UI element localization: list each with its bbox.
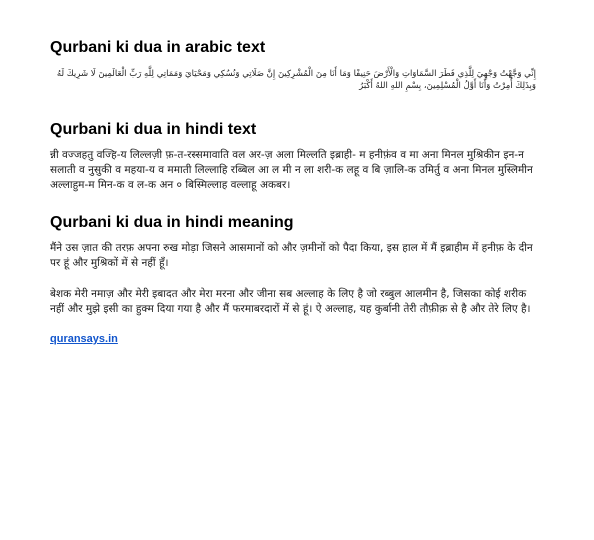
hindi-dua-text: न्नी वज्जहतु वज्हि-य लिल्लज़ी फ़-त-रस्समावाति वल अर-ज़ अला मिल्लति इब्राही- म हनीफ़ंव व मा अना मिनल मुश्रिकीन इन-न सलाती व नुसुकी व महया-य व ममाती लिल्लाहि रब्बिल आ ल मी न ला शरी-क लहू व बि ज़ालि-क उमिर्तु व अना मिनल मुस्लिमीन अल्लाहुम-म मिन-क व ल-क अन ० बिस्मिल्लाह वल्लाहू अकबर।	[50, 149, 533, 191]
hindi-meaning-paragraph-1: मैंने उस ज़ात की तरफ़ अपना रुख मोड़ा जिसने आसमानों को और ज़मीनों को पैदा किया, इस हाल में मैं इब्राहीम में हनीफ़ के दीन पर हूं और मुश्रिकों में से नहीं हूँ।	[50, 242, 533, 269]
heading-arabic-text: Qurbani ki dua in arabic text	[50, 39, 266, 56]
hindi-meaning-paragraph-2: बेशक मेरी नमाज़ और मेरी इबादत और मेरा मरना और जीना सब अल्लाह के लिए है जो रब्बुल आलमीन है, जिसका कोई शरीक नहीं और मुझे इसी का हुक्म दिया गया है और मैं फरमाबरदारों में से हूं। ऐ अल्लाह, यह कुर्बानी तेरी तौफ़ीक़ से है और तेरे लिए है।	[50, 288, 531, 315]
heading-hindi-text: Qurbani ki dua in hindi text	[50, 121, 257, 138]
arabic-dua-text: إِنِّي وَجَّهْتُ وَجْهِيَ لِلَّذِي فَطَرَ السَّمَاوَاتِ وَالْأَرْضَ حَنِيفًا وَمَا أَنَا مِنَ الْمُشْرِكِينَ إِنَّ صَلَاتِي وَنُسُكِي وَمَحْيَايَ وَمَمَاتِي لِلَّهِ رَبِّ الْعَالَمِينَ لَا شَرِيكَ لَهُ وَبِذَلِكَ أُمِرْتُ وَأَنَا أَوَّلُ الْمُسْلِمِينَ، بِسْمِ اللهِ اللهُ أَكْبَرُ	[56, 69, 536, 91]
source-link[interactable]: quransays.in	[50, 333, 118, 345]
heading-hindi-meaning: Qurbani ki dua in hindi meaning	[50, 214, 294, 231]
document-page	[50, 38, 536, 347]
